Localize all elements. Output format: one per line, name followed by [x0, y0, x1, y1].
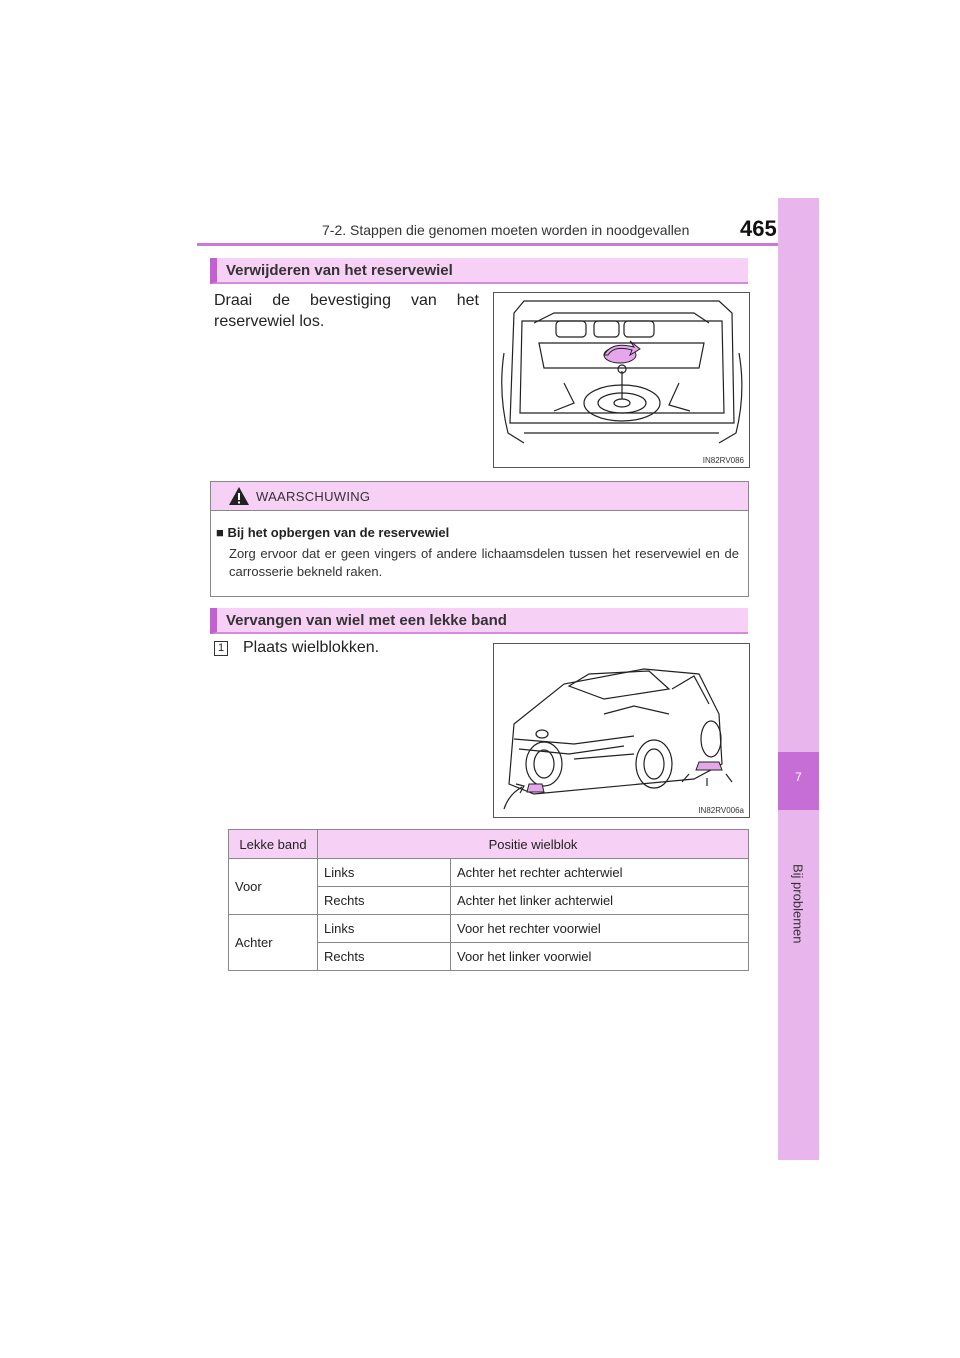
table-header-row [229, 830, 749, 859]
side-cell: Rechts [318, 943, 451, 971]
warning-title: WAARSCHUWING [256, 489, 371, 504]
chapter-number: 7 [795, 770, 802, 784]
position-cell: Achter het rechter achterwiel [451, 859, 749, 887]
table-row [229, 915, 749, 943]
warning-box [210, 481, 749, 597]
warning-header [211, 482, 748, 511]
chapter-side-tab [778, 198, 819, 1160]
figure-code: IN82RV006a [698, 806, 744, 815]
position-cell: Achter het linker achterwiel [451, 887, 749, 915]
step-number-badge: 1 [214, 641, 228, 656]
table-row [229, 859, 749, 887]
page-number: 465 [740, 216, 777, 241]
step-text: Plaats wielblokken. [243, 639, 380, 656]
chapter-title: Bij problemen [790, 864, 806, 944]
wheel-chock-table [228, 829, 749, 971]
luggage-area-drawing [494, 293, 749, 467]
position-cell: Voor het linker voorwiel [451, 943, 749, 971]
warning-body-text: Zorg ervoor dat er geen vingers of andere lichaamsdelen tussen het reservewiel en de carrosserie bekneld raken. [229, 546, 739, 579]
group-label: Voor [229, 859, 318, 915]
spare-wheel-illustration [493, 292, 750, 468]
section-heading-text: Verwijderen van het reservewiel [226, 262, 453, 279]
instruction-text-line1: Draai de bevestiging van het [214, 292, 479, 309]
side-cell: Links [318, 859, 451, 887]
section-heading-text: Vervangen van wiel met een lekke band [226, 612, 507, 629]
warning-item-title: ■ Bij het opbergen van de reservewiel [216, 525, 450, 540]
wheel-chock-illustration [493, 643, 750, 818]
position-cell: Voor het rechter voorwiel [451, 915, 749, 943]
rotate-arrow-icon [604, 341, 640, 363]
header-divider [197, 243, 819, 246]
instruction-text-line2: reservewiel los. [214, 313, 325, 330]
section-heading-replace-wheel [210, 608, 748, 634]
side-cell: Links [318, 915, 451, 943]
group-label: Achter [229, 915, 318, 971]
wheel-chock-icon [527, 762, 722, 792]
car-drawing [494, 644, 749, 817]
header-chock-position: Positie wielblok [318, 830, 749, 859]
warning-triangle-icon [228, 486, 250, 506]
section-heading-remove-spare [210, 258, 748, 284]
header-section-title: 7-2. Stappen die genomen moeten worden in noodgevallen [322, 222, 690, 238]
figure-code: IN82RV086 [702, 456, 744, 465]
header-flat-tire: Lekke band [229, 830, 318, 859]
side-cell: Rechts [318, 887, 451, 915]
